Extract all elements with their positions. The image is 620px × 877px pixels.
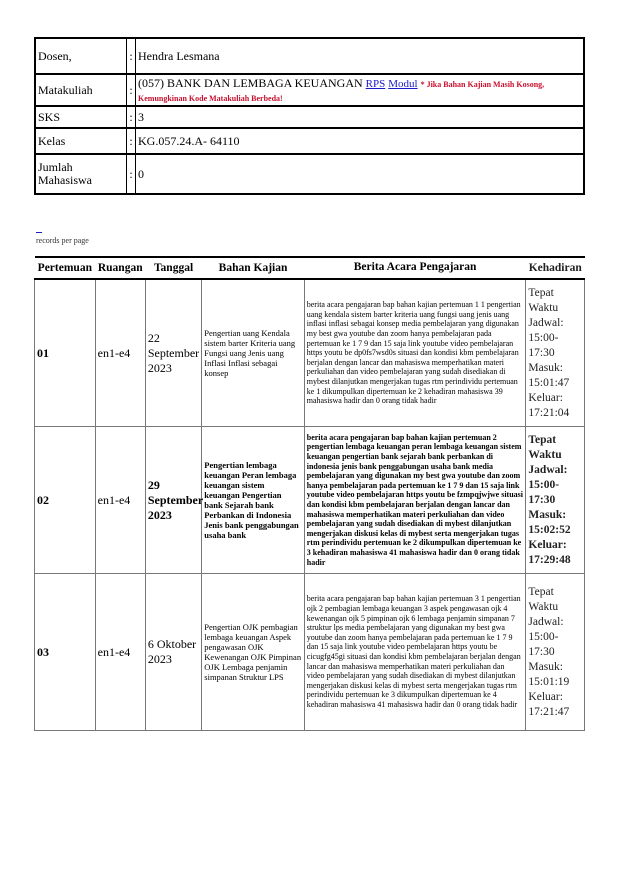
bahan-kajian-cell: Pengertian OJK pembagian lembaga keuangan Aspek pengawasan OJK Kewenangan OJK Pimpinan OJK Lembaga penjamin simpanan Struktur LPS	[202, 574, 304, 731]
kehadiran-cell: Tepat Waktu Jadwal: 15:00-17:30 Masuk: 15:01:19 Keluar: 17:21:47	[526, 574, 585, 731]
dosen-value: Hendra Lesmana	[136, 39, 583, 75]
sks-value: 3	[136, 107, 583, 129]
pertemuan-cell: 02	[35, 427, 96, 574]
matakuliah-value: (057) BANK DAN LEMBAGA KEUANGAN	[138, 75, 363, 90]
table-row	[35, 279, 585, 427]
info-row-dosen	[36, 39, 583, 75]
records-per-page-label: records per page	[36, 236, 89, 245]
matakuliah-label: Matakuliah	[36, 75, 127, 107]
berita-acara-cell: berita acara pengajaran bap bahan kajian pertemuan 2 pengertian lembaga keuangan peran lembaga keuangan sistem keuangan pengertian bank sejarah bank perbankan di indonesia jenis bank penggabungan usaha bank media pembelajaran yang digunakan my best gwa youtube dan zoom hanya pembelajaran pada pertemuan ke 1 7 9 dan 15 saja link youtube video pembelajaran https youtu be fzmpqjwjwe situasi dan kondisi kbm pembelajaran berjalan dengan lancar dan mahasiswa memperhatikan materi perkuliahan dan video pembelajaran yang sudah disediakan di mybest dilanjutkan mengerjakan diskusi kelas di mybest serta mengerjakan tugas rtm perindividu pertemuan ke 2 dikumpulkan dipertemuan ke 3 kehadiran mahasiswa 41 mahasiswa hadir dan 0 orang tidak hadir	[304, 427, 526, 574]
kelas-label: Kelas	[36, 129, 127, 155]
tanggal-cell: 6 Oktober 2023	[145, 574, 201, 731]
header-ruangan[interactable]: Ruangan	[95, 257, 145, 279]
course-info-table	[34, 37, 585, 195]
ruangan-cell: en1-e4	[95, 427, 145, 574]
ruangan-cell: en1-e4	[95, 574, 145, 731]
table-row	[35, 427, 585, 574]
colon-separator: :	[127, 129, 136, 155]
header-pertemuan[interactable]: Pertemuan	[35, 257, 96, 279]
ruangan-cell: en1-e4	[95, 279, 145, 427]
berita-acara-cell: berita acara pengajaran bap bahan kajian pertemuan 1 1 pengertian uang kendala sistem barter kriteria uang fungsi uang jenis uang inflasi inflasi sebagai konsep media pembelajaran yang digunakan my best gwa youtube dan zoom hanya pembelajaran pada pertemuan ke 1 7 9 dan 15 saja link youtube video pembelajaran https youtu be dp0fs7wsd0s situasi dan kondisi kbm pembelajaran berjalan dengan lancar dan mahasiswa memperhatikan materi perkuliahan dan video pembelajaran yang sudah disediakan di mybest dilanjutkan mengerjakan tugas rtm perindividu pertemuan ke 1 dikumpulkan dipertemuan ke 2 kehadiran mahasiswa 39 mahasiswa hadir dan 0 orang tidak hadir	[304, 279, 526, 427]
header-tanggal[interactable]: Tanggal	[145, 257, 201, 279]
kelas-value: KG.057.24.A- 64110	[136, 129, 583, 155]
bahan-kajian-cell: Pengertian uang Kendala sistem barter Kriteria uang Fungsi uang Jenis uang Inflasi Inflasi sebagai konsep	[202, 279, 304, 427]
pertemuan-cell: 01	[35, 279, 96, 427]
tanggal-cell: 29 September 2023	[145, 427, 201, 574]
meeting-schedule-table	[34, 256, 585, 731]
kehadiran-cell: Tepat Waktu Jadwal: 15:00-17:30 Masuk: 15:01:47 Keluar: 17:21:04	[526, 279, 585, 427]
info-row-kelas	[36, 129, 583, 155]
dosen-label: Dosen,	[36, 39, 127, 75]
pagination-link[interactable]	[36, 224, 42, 233]
table-row	[35, 574, 585, 731]
berita-acara-cell: berita acara pengajaran bap bahan kajian pertemuan 3 1 pengertian ojk 2 pembagian lembaga keuangan 3 aspek pengawasan ojk 4 kewenangan ojk 5 pimpinan ojk 6 lembaga penjamin simpanan 7 struktur lps media pembelajaran yang digunakan my best gwa youtube dan zoom hanya pembelajaran pada pertemuan ke 1 7 9 dan 15 saja link youtube video pembelajaran https youtu be cicugfg45gi situasi dan kondisi kbm pembelajaran berjalan dengan lancar dan mahasiswa memperhatikan materi perkuliahan dan video pembelajaran yang sudah disediakan di mybest dilanjutkan mengerjakan diskusi kelas di mybest serta mengerjakan tugas rtm perindividu pertemuan ke 3 dikumpulkan dipertemuan ke 4 kehadiran mahasiswa 41 mahasiswa hadir dan 0 orang tidak hadir	[304, 574, 526, 731]
header-kehadiran[interactable]: Kehadiran	[526, 257, 585, 279]
info-row-jumlah-mahasiswa	[36, 155, 583, 193]
info-row-matakuliah	[36, 75, 583, 107]
kehadiran-cell: Tepat Waktu Jadwal: 15:00-17:30 Masuk: 15:02:52 Keluar: 17:29:48	[526, 427, 585, 574]
colon-separator: :	[127, 75, 136, 107]
header-berita-acara[interactable]: Berita Acara Pengajaran	[304, 257, 526, 279]
bahan-kajian-cell: Pengertian lembaga keuangan Peran lembaga keuangan sistem keuangan Pengertian bank Sejarah bank Perbankan di Indonesia Jenis bank penggabungan usaha bank	[202, 427, 304, 574]
rps-link[interactable]: RPS	[365, 77, 386, 90]
missing-material-warning: * Jika Bahan Kajian Masih Kosong, Kemungkinan Kode Matakuliah Berbeda!	[138, 79, 545, 103]
colon-separator: :	[127, 107, 136, 129]
colon-separator: :	[127, 39, 136, 75]
sks-label: SKS	[36, 107, 127, 129]
table-header-row	[35, 257, 585, 279]
colon-separator: :	[127, 155, 136, 193]
matakuliah-cell	[136, 75, 583, 107]
info-row-sks	[36, 107, 583, 129]
pertemuan-cell: 03	[35, 574, 96, 731]
header-bahan-kajian[interactable]: Bahan Kajian	[202, 257, 304, 279]
modul-link[interactable]: Modul	[388, 77, 418, 90]
jumlah-mahasiswa-value: 0	[138, 166, 144, 181]
jumlah-mahasiswa-label: Jumlah Mahasiswa	[36, 155, 127, 193]
tanggal-cell: 22 September 2023	[145, 279, 201, 427]
